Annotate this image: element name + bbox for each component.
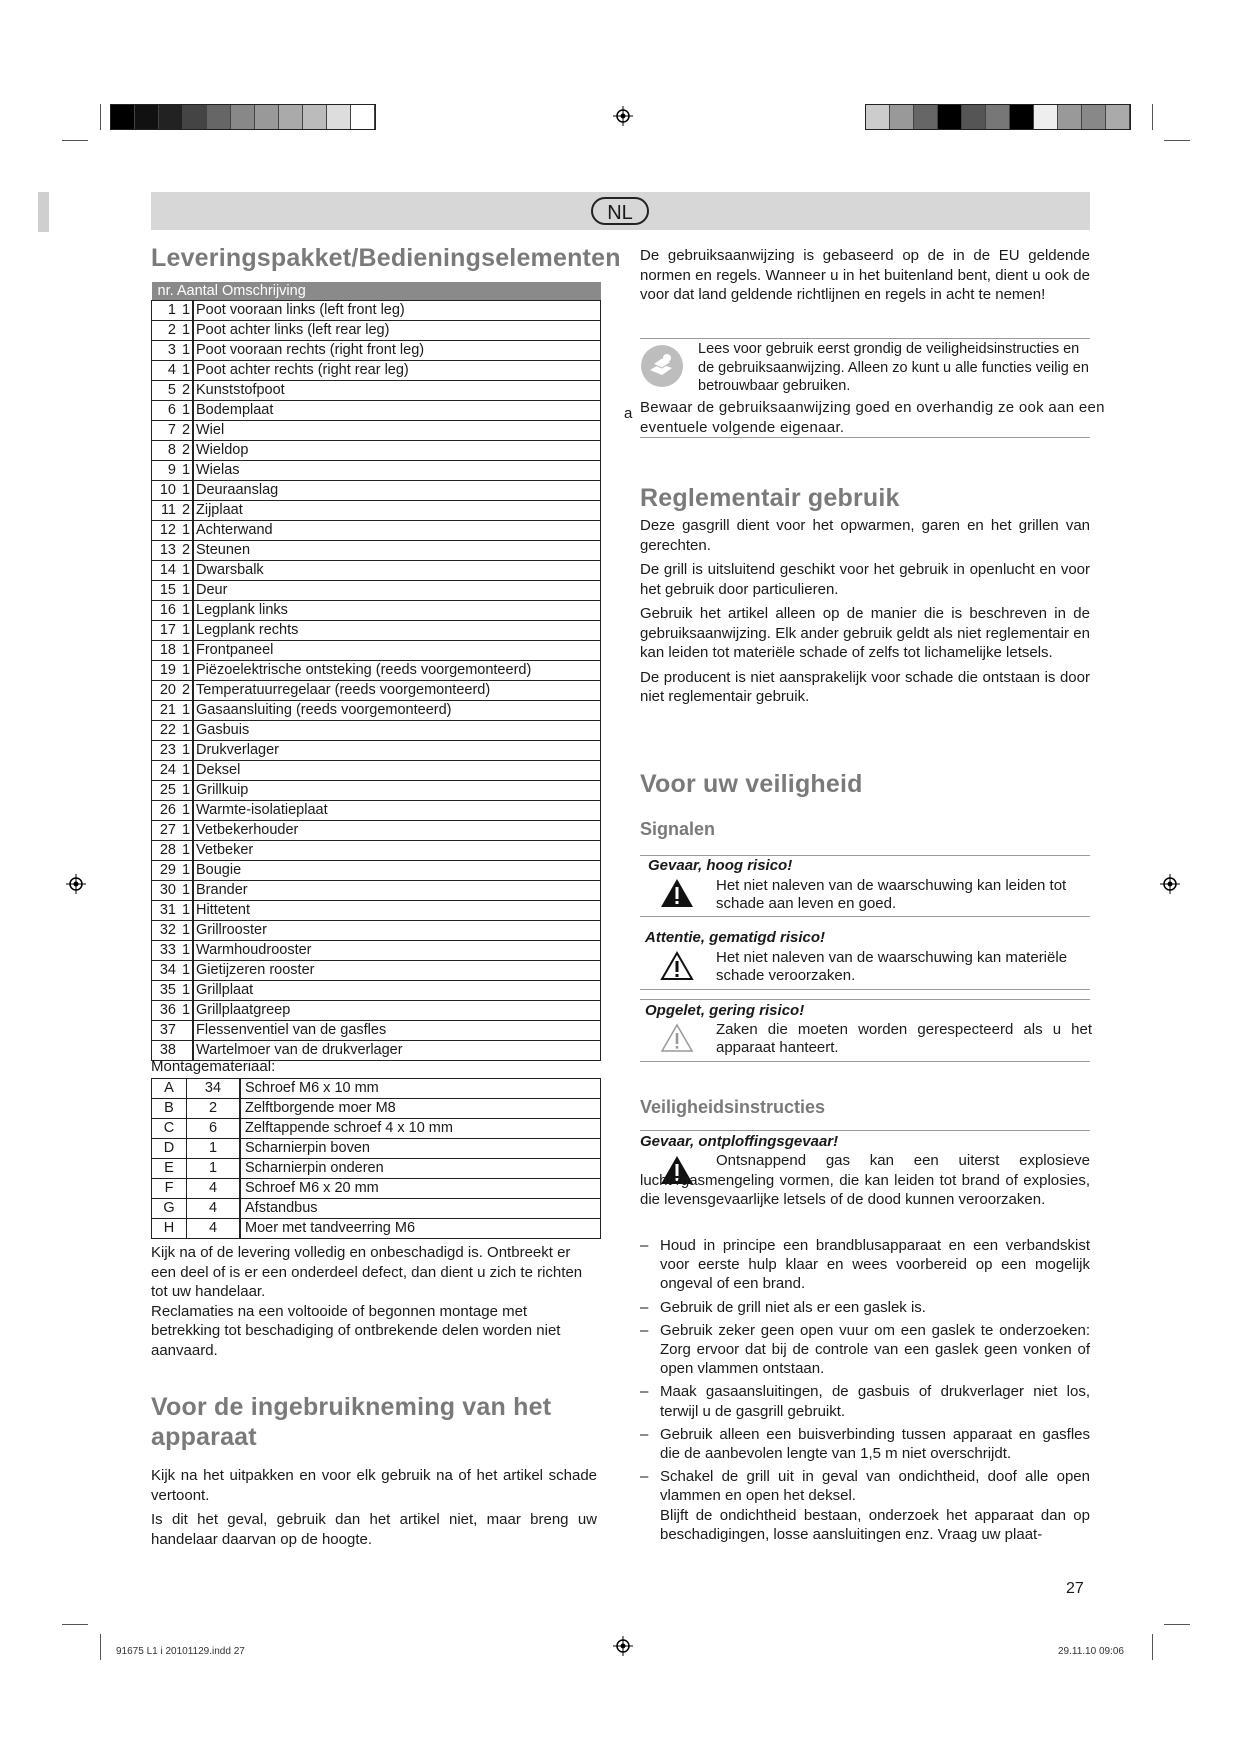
before-use-text [151, 1466, 597, 1554]
table-row [152, 1199, 601, 1219]
section-title-safety: Voor uw veiligheid [640, 770, 863, 798]
table-row [152, 1219, 601, 1239]
part-quantity: 1 [180, 341, 193, 361]
part-quantity: 1 [180, 301, 193, 321]
part-number: 13 [152, 541, 181, 561]
part-number: 28 [152, 841, 181, 861]
list-item: – Gebruik alleen een buisverbinding tussen apparaat en gasfles die de aanbevolen lengte van 1,5 m niet overschrijdt. [640, 1425, 1090, 1463]
part-number: 14 [152, 561, 181, 581]
part-number: 8 [152, 441, 181, 461]
divider [640, 437, 1090, 438]
registration-mark-icon [66, 874, 86, 894]
divider [640, 999, 1090, 1000]
keep-note: Bewaar de gebruiksaanwijzing goed en overhandig ze ook aan een eventuele volgende eigenaar. [640, 399, 1105, 436]
montage-quantity: 2 [187, 1099, 241, 1119]
part-number: 38 [152, 1041, 181, 1061]
signals-title: Signalen [640, 819, 716, 839]
montage-quantity: 4 [187, 1199, 241, 1219]
montage-quantity: 1 [187, 1159, 241, 1179]
table-row [152, 621, 601, 641]
part-description: Poot vooraan links (left front leg) [193, 301, 601, 321]
part-description: Poot vooraan rechts (right front leg) [193, 341, 601, 361]
part-description: Kunststofpoot [193, 381, 601, 401]
part-number: 12 [152, 521, 181, 541]
print-slug-left: 91675 L1 i 20101129.indd 27 [116, 1646, 245, 1657]
table-row [152, 361, 601, 381]
part-description: Zijplaat [193, 501, 601, 521]
table-row [152, 381, 601, 401]
table-row [152, 741, 601, 761]
part-description: Warmte-isolatieplaat [193, 801, 601, 821]
part-number: 21 [152, 701, 181, 721]
color-bar-right [865, 104, 1131, 130]
part-quantity: 1 [180, 561, 193, 581]
table-row [152, 981, 601, 1001]
part-number: 5 [152, 381, 181, 401]
part-description: Vetbeker [193, 841, 601, 861]
list-item: – Maak gasaansluitingen, de gasbuis of drukverlager niet los, terwijl u de gasgrill gebruikt. [640, 1383, 1090, 1420]
part-description: Poot achter rechts (right rear leg) [193, 361, 601, 381]
table-row [152, 1001, 601, 1021]
list-item-text: Gebruik zeker geen open vuur om een gaslek te onderzoeken: Zorg ervoor dat bij de controle van een gaslek geen vonken of open vlammen ontstaan. [660, 1321, 1090, 1378]
part-description: Warmhoudrooster [193, 941, 601, 961]
part-quantity: 1 [180, 601, 193, 621]
montage-letter: D [152, 1139, 187, 1159]
montage-quantity: 4 [187, 1219, 241, 1239]
table-row [152, 801, 601, 821]
table-row [152, 901, 601, 921]
warning-triangle-outline-icon [660, 951, 694, 981]
warning-text-low: Zaken die moeten worden gerespecteerd als u het apparaat hanteert. [716, 1021, 1092, 1056]
montage-description: Moer met tandveerring M6 [240, 1219, 601, 1239]
part-quantity: 1 [180, 321, 193, 341]
part-number: 6 [152, 401, 181, 421]
montage-description: Zelftappende schroef 4 x 10 mm [240, 1119, 601, 1139]
part-number: 35 [152, 981, 181, 1001]
part-description: Deuraanslag [193, 481, 601, 501]
montage-table [151, 1078, 601, 1239]
montage-letter: A [152, 1079, 187, 1099]
part-quantity: 2 [180, 421, 193, 441]
part-number: 32 [152, 921, 181, 941]
paragraph: De producent is niet aansprakelijk voor schade die ontstaan is door niet reglementair gebruik. [640, 668, 1090, 705]
title-line: apparaat [151, 1423, 257, 1451]
part-quantity: 1 [180, 701, 193, 721]
montage-description: Afstandbus [240, 1199, 601, 1219]
part-description: Grillplaatgreep [193, 1001, 601, 1021]
part-description: Grillplaat [193, 981, 601, 1001]
part-quantity: 1 [180, 581, 193, 601]
crop-mark [1152, 1634, 1153, 1660]
montage-letter: H [152, 1219, 187, 1239]
warning-title-low: Opgelet, gering risico! [645, 1002, 805, 1019]
montage-description: Schroef M6 x 10 mm [240, 1079, 601, 1099]
table-row [152, 761, 601, 781]
part-quantity: 2 [180, 541, 193, 561]
montage-letter: F [152, 1179, 187, 1199]
registration-mark-icon [613, 1636, 633, 1656]
page-number: 27 [1066, 1580, 1084, 1597]
part-number: 23 [152, 741, 181, 761]
table-row [152, 401, 601, 421]
part-number: 24 [152, 761, 181, 781]
part-description: Achterwand [193, 521, 601, 541]
part-number: 1 [152, 301, 181, 321]
part-description: Wartelmoer van de drukverlager [193, 1041, 601, 1061]
part-quantity: 2 [180, 381, 193, 401]
divider [640, 989, 1090, 990]
crop-mark [62, 140, 88, 141]
part-number: 2 [152, 321, 181, 341]
montage-letter: B [152, 1099, 187, 1119]
part-description: Legplank links [193, 601, 601, 621]
part-quantity: 1 [180, 1001, 193, 1021]
table-row [152, 541, 601, 561]
part-description: Hittetent [193, 901, 601, 921]
table-row [152, 461, 601, 481]
registration-mark-icon [613, 106, 633, 126]
parts-table-header: nr. Aantal Omschrijving [152, 282, 601, 301]
part-number: 20 [152, 681, 181, 701]
crop-mark [100, 1634, 101, 1660]
montage-description: Zelftborgende moer M8 [240, 1099, 601, 1119]
table-row [152, 421, 601, 441]
part-description: Drukverlager [193, 741, 601, 761]
montage-letter: C [152, 1119, 187, 1139]
part-number: 25 [152, 781, 181, 801]
table-row [152, 341, 601, 361]
table-row [152, 581, 601, 601]
side-tab [38, 192, 49, 232]
part-quantity: 1 [180, 661, 193, 681]
table-row [152, 781, 601, 801]
divider [640, 1061, 1090, 1062]
part-quantity: 1 [180, 641, 193, 661]
explosion-warning-text [640, 1151, 1090, 1215]
paragraph: Reclamaties na een voltooide of begonnen montage met betrekking tot beschadiging of ontbrekende delen worden niet aanvaard. [151, 1302, 561, 1359]
crop-mark [100, 104, 101, 130]
paragraph: De gebruiksaanwijzing is gebaseerd op de in de EU geldende normen en regels. Wanneer u in het buitenland bent, dient u ook de voor dat land geldende richtlijnen en regels in acht te nemen! [640, 247, 1090, 303]
part-quantity: 1 [180, 621, 193, 641]
part-number: 3 [152, 341, 181, 361]
part-description: Bodemplaat [193, 401, 601, 421]
montage-description: Scharnierpin onderen [240, 1159, 601, 1179]
list-item-text: Gebruik alleen een buisverbinding tussen apparaat en gasfles die de aanbevolen lengte van 1,5 m niet overschrijdt. [660, 1425, 1090, 1463]
table-row [152, 861, 601, 881]
paragraph: De grill is uitsluitend geschikt voor het gebruik in openlucht en voor het gebruik door particulieren. [640, 561, 1090, 598]
part-description: Grillrooster [193, 921, 601, 941]
part-number: 11 [152, 501, 181, 521]
table-row [152, 661, 601, 681]
part-quantity: 1 [180, 921, 193, 941]
part-quantity: 2 [180, 441, 193, 461]
list-item-text: Gebruik de grill niet als er een gaslek is. [660, 1298, 926, 1316]
list-item-continuation: Blijft de ondichtheid bestaan, onderzoek het apparaat dan op beschadigingen, losse aansluitingen enz. Vraag uw plaat- [660, 1506, 1090, 1543]
read-manual-icon [640, 344, 684, 388]
warning-text-high: Het niet naleven van de waarschuwing kan leiden tot schade aan leven en goed. [716, 877, 1067, 912]
part-number: 16 [152, 601, 181, 621]
table-row [152, 821, 601, 841]
part-description: Wiel [193, 421, 601, 441]
warning-title-high: Gevaar, hoog risico! [648, 857, 793, 874]
safety-bullet-list [640, 1236, 1090, 1544]
paragraph: Gebruik het artikel alleen op de manier die is beschreven in de gebruiksaanwijzing. Elk ander gebruik geldt als niet reglementair en kan leiden tot materiële schade of zelfs tot lichamelijke letsels. [640, 605, 1090, 661]
part-description: Brander [193, 881, 601, 901]
divider [640, 916, 1090, 917]
list-item-text: Maak gasaansluitingen, de gasbuis of drukverlager niet los, terwijl u de gasgrill gebruikt. [660, 1383, 1090, 1420]
table-row [152, 1099, 601, 1119]
crop-mark [1164, 140, 1190, 141]
table-row [152, 721, 601, 741]
paragraph: Ontsnappend gas kan een uiterst explosieve lucht-/gasmengeling vormen, die kan leiden tot brand of explosies, die levensgevaarlijke letsels of de dood kunnen veroorzaken. [640, 1152, 1090, 1208]
table-row [152, 1139, 601, 1159]
part-number: 30 [152, 881, 181, 901]
part-number: 18 [152, 641, 181, 661]
part-quantity: 1 [180, 801, 193, 821]
table-row [152, 321, 601, 341]
part-number: 22 [152, 721, 181, 741]
print-slug-right: 29.11.10 09:06 [1058, 1646, 1124, 1657]
paragraph: Is dit het geval, gebruik dan het artikel niet, maar breng uw handelaar daarvan op de hoogte. [151, 1511, 597, 1548]
montage-description: Schroef M6 x 20 mm [240, 1179, 601, 1199]
part-number: 31 [152, 901, 181, 921]
section-title-before-use [151, 1392, 551, 1452]
part-quantity: 1 [180, 361, 193, 381]
part-description: Gasaansluiting (reeds voorgemonteerd) [193, 701, 601, 721]
paragraph: Kijk na of de levering volledig en onbeschadigd is. Ontbreekt er een deel of is er een onderdeel defect, dan dient u zich te richten tot uw handelaar. [151, 1244, 583, 1300]
part-description: Wieldop [193, 441, 601, 461]
montage-quantity: 4 [187, 1179, 241, 1199]
montage-quantity: 1 [187, 1139, 241, 1159]
part-number: 37 [152, 1021, 181, 1041]
language-badge: NL [591, 197, 649, 225]
list-item-text: Schakel de grill uit in geval van ondichtheid, doof alle open vlammen en open het deksel. [660, 1468, 1090, 1505]
crop-mark [1152, 104, 1153, 130]
crop-mark [1164, 1624, 1190, 1625]
list-item: – Schakel de grill uit in geval van ondichtheid, doof alle open vlammen en open het deksel. [640, 1468, 1090, 1505]
part-description: Wielas [193, 461, 601, 481]
table-row [152, 1119, 601, 1139]
part-quantity: 1 [180, 781, 193, 801]
part-number: 33 [152, 941, 181, 961]
table-row [152, 501, 601, 521]
part-description: Bougie [193, 861, 601, 881]
color-bar-left [110, 104, 376, 130]
part-description: Grillkuip [193, 781, 601, 801]
table-row [152, 481, 601, 501]
montage-quantity: 6 [187, 1119, 241, 1139]
divider [640, 855, 1090, 856]
part-number: 19 [152, 661, 181, 681]
table-row [152, 1179, 601, 1199]
part-quantity: 1 [180, 841, 193, 861]
paragraph: Kijk na het uitpakken en voor elk gebruik na of het artikel schade vertoont. [151, 1467, 597, 1504]
part-quantity: 1 [180, 481, 193, 501]
warning-triangle-icon [660, 878, 694, 908]
part-description: Poot achter links (left rear leg) [193, 321, 601, 341]
list-item-text: Houd in principe een brandblusapparaat en een verbandskist voor eerste hulp klaar en wees voorbereid op een mogelijk ongeval of een brand. [660, 1237, 1090, 1293]
part-quantity: 1 [180, 941, 193, 961]
table-row [152, 841, 601, 861]
part-quantity: 1 [180, 721, 193, 741]
read-note: Lees voor gebruik eerst grondig de veiligheidsinstructies en de gebruiksaanwijzing. Alleen zo kunt u alle functies veilig en betrouwbaar gebruiken. [698, 341, 1089, 394]
part-quantity: 1 [180, 521, 193, 541]
part-description: Dwarsbalk [193, 561, 601, 581]
montage-description: Scharnierpin boven [240, 1139, 601, 1159]
table-row [152, 1079, 601, 1099]
table-row [152, 441, 601, 461]
part-number: 34 [152, 961, 181, 981]
part-description: Temperatuurregelaar (reeds voorgemonteerd) [193, 681, 601, 701]
part-description: Frontpaneel [193, 641, 601, 661]
divider [640, 338, 1090, 339]
part-number: 26 [152, 801, 181, 821]
part-description: Deksel [193, 761, 601, 781]
list-item: – Gebruik zeker geen open vuur om een gaslek te onderzoeken: Zorg ervoor dat bij de controle van een gaslek geen vonken of open vlammen ontstaan. [640, 1321, 1090, 1378]
intended-use-text [640, 516, 1090, 712]
part-description: Deur [193, 581, 601, 601]
part-description: Flessenventiel van de gasfles [193, 1021, 601, 1041]
part-quantity: 2 [180, 501, 193, 521]
table-row [152, 941, 601, 961]
part-number: 4 [152, 361, 181, 381]
part-quantity: 1 [180, 401, 193, 421]
part-quantity: 1 [180, 761, 193, 781]
table-row [152, 561, 601, 581]
part-number: 36 [152, 1001, 181, 1021]
crop-mark [62, 1624, 88, 1625]
explosion-warning-title: Gevaar, ontploffingsgevaar! [640, 1133, 839, 1150]
part-quantity: 2 [180, 681, 193, 701]
part-quantity: 1 [180, 981, 193, 1001]
table-row [152, 641, 601, 661]
warning-text-moderate: Het niet naleven van de waarschuwing kan materiële schade veroorzaken. [716, 949, 1068, 984]
part-description: Steunen [193, 541, 601, 561]
warning-triangle-light-icon [660, 1023, 694, 1053]
part-quantity: 1 [180, 901, 193, 921]
part-number: 10 [152, 481, 181, 501]
part-quantity: 1 [180, 821, 193, 841]
table-row [152, 1159, 601, 1179]
part-description: Gietijzeren rooster [193, 961, 601, 981]
montage-letter: E [152, 1159, 187, 1179]
stray-letter: a [624, 405, 633, 422]
parts-table [151, 282, 601, 1061]
table-row [152, 301, 601, 321]
table-row [152, 601, 601, 621]
warning-title-moderate: Attentie, gematigd risico! [645, 929, 826, 946]
part-description: Vetbekerhouder [193, 821, 601, 841]
paragraph: Deze gasgrill dient voor het opwarmen, garen en het grillen van gerechten. [640, 517, 1090, 554]
table-row [152, 521, 601, 541]
list-item: – Houd in principe een brandblusapparaat en een verbandskist voor eerste hulp klaar en wees voorbereid op een mogelijk ongeval of een brand. [640, 1237, 1090, 1293]
registration-mark-icon [1160, 874, 1180, 894]
part-description: Piëzoelektrische ontsteking (reeds voorgemonteerd) [193, 661, 601, 681]
divider [640, 1130, 1090, 1131]
intro-text [640, 246, 1090, 310]
part-quantity [180, 1021, 193, 1041]
part-number: 29 [152, 861, 181, 881]
part-description: Legplank rechts [193, 621, 601, 641]
part-number: 9 [152, 461, 181, 481]
section-title-delivery: Leveringspakket/Bedieningselementen [151, 244, 621, 272]
part-quantity: 1 [180, 861, 193, 881]
part-quantity: 1 [180, 961, 193, 981]
table-row [152, 1021, 601, 1041]
list-item: – Gebruik de grill niet als er een gaslek is. [640, 1298, 926, 1316]
safety-instructions-title: Veiligheidsinstructies [640, 1097, 826, 1117]
table-row [152, 881, 601, 901]
delivery-check-text [151, 1243, 591, 1360]
table-row [152, 701, 601, 721]
montage-quantity: 34 [187, 1079, 241, 1099]
part-number: 27 [152, 821, 181, 841]
part-number: 15 [152, 581, 181, 601]
title-line: Voor de ingebruikneming van het [151, 1393, 552, 1421]
part-number: 7 [152, 421, 181, 441]
table-row [152, 921, 601, 941]
section-title-intended-use: Reglementair gebruik [640, 484, 900, 512]
part-description: Gasbuis [193, 721, 601, 741]
montage-label: Montagemateriaal: [151, 1058, 276, 1075]
table-row [152, 961, 601, 981]
montage-letter: G [152, 1199, 187, 1219]
part-quantity: 1 [180, 461, 193, 481]
part-quantity: 1 [180, 881, 193, 901]
table-row [152, 681, 601, 701]
part-number: 17 [152, 621, 181, 641]
part-quantity: 1 [180, 741, 193, 761]
